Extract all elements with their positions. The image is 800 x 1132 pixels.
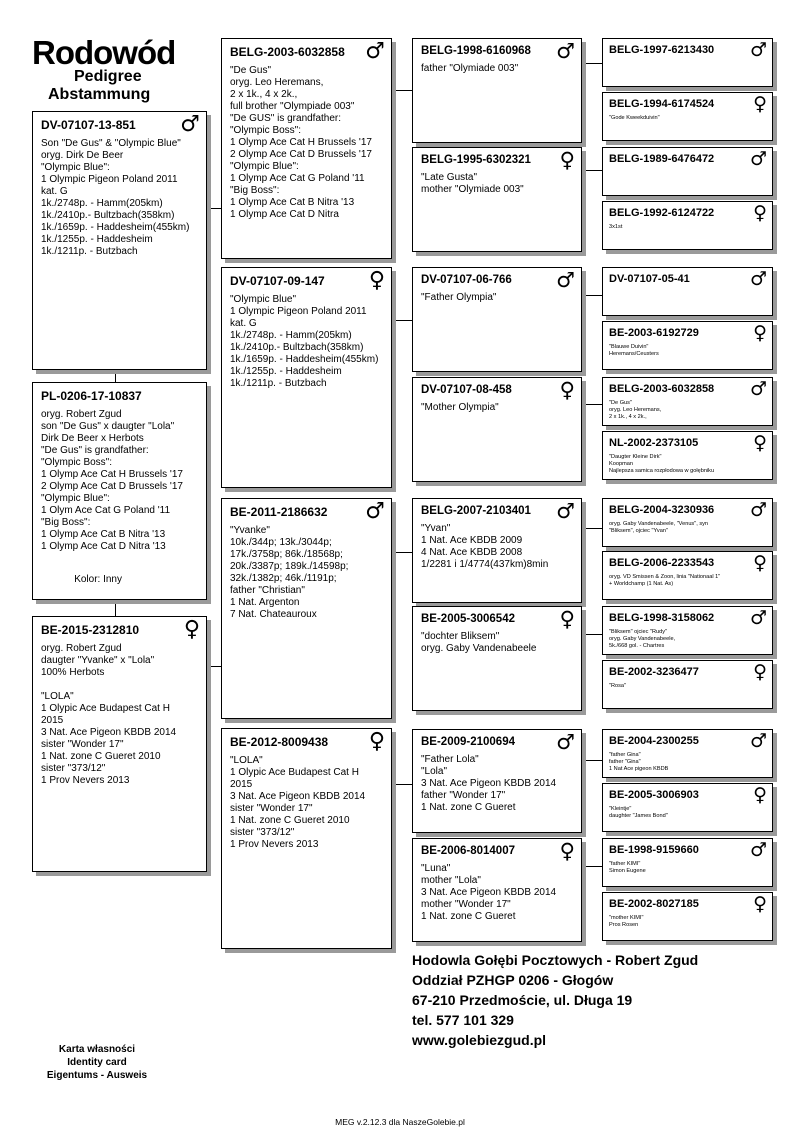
great-grandparent-ring: BE-2005-3006903: [609, 789, 699, 801]
grandparent-details: "Father Olympia": [421, 292, 497, 303]
male-icon: ♂: [180, 112, 200, 137]
grandparent-details: "Late Gusta" mother "Olymiade 003": [421, 172, 524, 195]
grandparent-ring: BELG-2007-2103401: [421, 505, 531, 517]
great-grandparent-card[interactable]: [602, 783, 773, 832]
pigeon-card[interactable]: [32, 111, 207, 370]
grandparent-ring: BE-2009-2100694: [421, 736, 515, 748]
partner-2-details: oryg. Robert Zgud daugter "Yvanke" x "Lola" 100% Herbots "LOLA" 1 Olypic Ace Budapest Cat H 2015 3 Nat. Ace Pigeon KBDB 2014 sister "Wonder 17" 1 Nat. zone C Gueret 2010 sister "373/12" 1 Prov Nevers 2013: [41, 643, 177, 786]
pigeon-details: Son "De Gus" & "Olympic Blue" oryg. Dirk De Beer "Olympic Blue": 1 Olympic Pigeon Poland 2011 kat. G 1k./2748p. - Hamm(205km) 1k./2410p.- Bultzbach(358km) 1k./1659p. - Haddesheim(455km) 1k./1255p. - Haddesheim 1k./1211p. - Butzbach: [41, 138, 190, 257]
parent-ring: DV-07107-09-147: [230, 274, 325, 288]
great-grandparent-card[interactable]: [602, 606, 773, 655]
connector-line: [207, 666, 221, 667]
great-grandparent-details: 3x1st: [609, 224, 623, 230]
color-label: Kolor: Inny: [74, 574, 122, 585]
page-subtitle-pedigree: Pedigree: [74, 68, 142, 85]
partner-card-2[interactable]: [32, 616, 207, 872]
great-grandparent-card[interactable]: [602, 377, 773, 426]
grandparent-ring: BELG-1995-6302321: [421, 154, 531, 166]
connector-line: [207, 208, 221, 209]
parent-ring: BE-2012-8009438: [230, 735, 329, 749]
female-icon: ♀: [753, 661, 767, 683]
page-subtitle-abstammung: Abstammung: [48, 86, 151, 103]
great-grandparent-card[interactable]: [602, 431, 773, 480]
great-grandparent-card[interactable]: [602, 838, 773, 887]
parent-details: "LOLA" 1 Olypic Ace Budapest Cat H 2015 3 Nat. Ace Pigeon KBDB 2014 sister "Wonder 17" 1 Nat. zone C Gueret 2010 sister "373/12" 1 Prov Nevers 2013: [230, 755, 366, 850]
great-grandparent-card[interactable]: [602, 660, 773, 709]
great-grandparent-details: "De Gus" oryg. Leo Heremans, 2 x 1k., 4 x 2k.,: [609, 400, 662, 420]
female-icon: ♀: [368, 729, 385, 754]
male-icon: ♂: [749, 378, 767, 400]
great-grandparent-ring: BELG-2004-3230936: [609, 504, 715, 516]
female-icon: ♀: [559, 607, 575, 631]
connector-line: [392, 90, 412, 91]
great-grandparent-card[interactable]: [602, 267, 773, 316]
great-grandparent-details: "Kleintje" daughter "James Bond": [609, 806, 668, 819]
pigeon-ring: DV-07107-13-851: [41, 118, 136, 132]
great-grandparent-card[interactable]: [602, 38, 773, 87]
female-icon: ♀: [753, 784, 767, 806]
great-grandparent-card[interactable]: [602, 551, 773, 600]
great-grandparent-card[interactable]: [602, 321, 773, 370]
male-icon: ♂: [749, 39, 767, 61]
connector-line: [582, 404, 602, 405]
grandparent-card[interactable]: [412, 38, 582, 143]
owner-website[interactable]: www.golebiezgud.pl: [412, 1032, 547, 1048]
connector-line: [582, 63, 602, 64]
male-icon: ♂: [556, 39, 575, 63]
great-grandparent-ring: BELG-2003-6032858: [609, 383, 715, 395]
owner-name: Hodowla Gołębi Pocztowych - Robert Zgud: [412, 952, 699, 968]
great-grandparent-ring: BELG-1998-3158062: [609, 612, 715, 624]
great-grandparent-ring: NL-2002-2373105: [609, 437, 699, 449]
connector-line: [115, 600, 116, 616]
male-icon: ♂: [749, 607, 767, 629]
parent-ring: BE-2011-2186632: [230, 505, 328, 519]
connector-line: [392, 552, 412, 553]
male-icon: ♂: [365, 499, 385, 524]
card-label-pl: Karta własności: [58, 1044, 136, 1055]
great-grandparent-details: "father Gina" father "Gina" 1 Nat Ace pigeon KBDB: [609, 752, 669, 772]
connector-line: [392, 784, 412, 785]
great-grandparent-card[interactable]: [602, 498, 773, 547]
grandparent-card[interactable]: [412, 498, 582, 603]
parent-card[interactable]: [221, 38, 392, 259]
owner-section: Oddział PZHGP 0206 - Głogów: [412, 972, 614, 988]
great-grandparent-details: "Rosa": [609, 683, 627, 689]
great-grandparent-ring: BELG-1997-6213430: [609, 44, 715, 56]
parent-card[interactable]: [221, 267, 392, 488]
female-icon: ♀: [753, 322, 767, 344]
male-icon: ♂: [749, 148, 767, 170]
male-icon: ♂: [749, 268, 767, 290]
page-title: Rodowód: [32, 34, 176, 71]
partner-1-ring: PL-0206-17-10837: [41, 389, 142, 403]
great-grandparent-ring: BE-2004-2300255: [609, 735, 699, 747]
grandparent-details: "Yvan" 1 Nat. Ace KBDB 2009 4 Nat. Ace KBDB 2008 1/2281 i 1/4774(437km)8min: [421, 523, 549, 570]
grandparent-details: "Luna" mother "Lola" 3 Nat. Ace Pigeon KBDB 2014 mother "Wonder 17" 1 Nat. zone C Gueret: [421, 863, 557, 922]
female-icon: ♀: [368, 268, 385, 293]
great-grandparent-details: "father KIMI" Simon Eugene: [609, 861, 646, 874]
partner-card-1[interactable]: [32, 382, 207, 600]
great-grandparent-card[interactable]: [602, 892, 773, 941]
female-icon: ♀: [559, 839, 575, 863]
connector-line: [582, 634, 602, 635]
great-grandparent-ring: BE-2002-3236477: [609, 666, 699, 678]
grandparent-card[interactable]: [412, 729, 582, 833]
female-icon: ♀: [753, 432, 767, 454]
male-icon: ♂: [556, 730, 575, 754]
grandparent-details: "Father Lola" "Lola" 3 Nat. Ace Pigeon KBDB 2014 father "Wonder 17" 1 Nat. zone C Gueret: [421, 754, 557, 813]
grandparent-ring: DV-07107-06-766: [421, 274, 512, 286]
great-grandparent-ring: BELG-1989-6476472: [609, 153, 715, 165]
card-label-en: Identity card: [67, 1057, 127, 1068]
great-grandparent-ring: BE-1998-9159660: [609, 844, 699, 856]
connector-line: [582, 528, 602, 529]
great-grandparent-details: "Blauwe Duivin" Heremans/Ceusters: [609, 344, 659, 357]
owner-phone: tel. 577 101 329: [412, 1012, 514, 1028]
parent-details: "Olympic Blue" 1 Olympic Pigeon Poland 2011 kat. G 1k./2748p. - Hamm(205km) 1k./2410p.- Bultzbach(358km) 1k./1659p. - Haddesheim(455km) 1k./1255p. - Haddesheim 1k./1211p. - Butzbach: [230, 294, 379, 389]
parent-card[interactable]: [221, 728, 392, 949]
female-icon: ♀: [753, 552, 767, 574]
connector-line: [582, 866, 602, 867]
male-icon: ♂: [749, 730, 767, 752]
grandparent-details: "Mother Olympia": [421, 402, 499, 413]
female-icon: ♀: [183, 617, 200, 642]
female-icon: ♀: [753, 202, 767, 224]
great-grandparent-details: oryg. Gaby Vandenabeele, "Venus", syn "Bliksem", ojciec "Yvan": [609, 521, 709, 534]
grandparent-card[interactable]: [412, 377, 582, 482]
great-grandparent-ring: BELG-1994-6174524: [609, 98, 715, 110]
female-icon: ♀: [559, 378, 575, 402]
male-icon: ♂: [749, 839, 767, 861]
connector-line: [582, 760, 602, 761]
great-grandparent-ring: BELG-2006-2233543: [609, 557, 715, 569]
female-icon: ♀: [753, 93, 767, 115]
male-icon: ♂: [749, 499, 767, 521]
footer-credit: MEG v.2.12.3 dla NaszeGolebie.pl: [335, 1117, 465, 1127]
connector-line: [582, 170, 602, 171]
great-grandparent-card[interactable]: [602, 147, 773, 196]
great-grandparent-details: "mother KIMI" Pros Rosen: [609, 915, 644, 928]
male-icon: ♂: [556, 499, 575, 523]
great-grandparent-details: "Gode Kweekduivin": [609, 115, 660, 121]
grandparent-ring: DV-07107-08-458: [421, 384, 512, 396]
grandparent-ring: BE-2006-8014007: [421, 845, 515, 857]
great-grandparent-ring: BE-2003-6192729: [609, 327, 699, 339]
parent-card[interactable]: [221, 498, 392, 719]
grandparent-ring: BE-2005-3006542: [421, 613, 515, 625]
great-grandparent-ring: DV-07107-05-41: [609, 273, 690, 285]
partner-1-details: oryg. Robert Zgud son "De Gus" x daugter "Lola" Dirk De Beer x Herbots "De Gus" is grandfather: "Olympic Boss": 1 Olymp Ace Cat H Brussels '17 2 Olymp Ace Cat D Brussels '17 "Olympic Blue": 1 Olym Ace Cat G Poland '11 "Big Boss": 1 Olymp Ace Cat B Nitra '13 1 Olymp Ace Cat D Nitra '13: [41, 409, 183, 552]
grandparent-details: father "Olymiade 003": [421, 63, 519, 74]
male-icon: ♂: [556, 268, 575, 292]
card-label-de: Eigentums - Ausweis: [46, 1070, 148, 1081]
parent-details: "Yvanke" 10k./344p; 13k./3044p; 17k./3758p; 86k./18568p; 20k./3387p; 189k./14598p; 32k./1382p; 46k./1191p; father "Christian" 1 Nat. Argenton 7 Nat. Chateauroux: [230, 525, 349, 620]
connector-line: [115, 370, 116, 382]
great-grandparent-card[interactable]: [602, 92, 773, 141]
great-grandparent-details: "Daugter Kleine Dirk" Koopman Najlepsza samica rozpłodowa w gołębniku: [609, 454, 715, 474]
male-icon: ♂: [365, 39, 385, 64]
great-grandparent-card[interactable]: [602, 729, 773, 778]
grandparent-card[interactable]: [412, 838, 582, 942]
great-grandparent-card[interactable]: [602, 201, 773, 250]
great-grandparent-details: "Bliksem" ojciec "Rudy" oryg. Gaby Vandenabeele, 5k./668 gol. - Chartres: [609, 629, 676, 649]
great-grandparent-ring: BELG-1992-6124722: [609, 207, 715, 219]
parent-ring: BELG-2003-6032858: [230, 45, 345, 59]
connector-line: [582, 295, 602, 296]
grandparent-ring: BELG-1998-6160968: [421, 45, 531, 57]
partner-2-ring: BE-2015-2312810: [41, 623, 140, 637]
great-grandparent-details: oryg. VD Smissen & Zoon, linia "Nationaal 1" + Worldchamp (1 Nat. As): [609, 574, 721, 587]
grandparent-card[interactable]: [412, 267, 582, 372]
grandparent-card[interactable]: [412, 147, 582, 252]
female-icon: ♀: [753, 893, 767, 915]
owner-address: 67-210 Przedmoście, ul. Długa 19: [412, 992, 633, 1008]
grandparent-details: "dochter Bliksem" oryg. Gaby Vandenabeele: [421, 631, 537, 654]
parent-details: "De Gus" oryg. Leo Heremans, 2 x 1k., 4 x 2k., full brother "Olympiade 003" "De GUS" is grandfather: "Olympic Boss": 1 Olymp Ace Cat H Brussels '17 2 Olymp Ace Cat D Brussels '17 "Olympic Blue": 1 Olymp Ace Cat G Poland '11 "Big Boss": 1 Olymp Ace Cat B Nitra '13 1 Olymp Ace Cat D Nitra: [230, 65, 372, 220]
grandparent-card[interactable]: [412, 606, 582, 711]
female-icon: ♀: [559, 148, 575, 172]
great-grandparent-ring: BE-2002-8027185: [609, 898, 699, 910]
connector-line: [392, 320, 412, 321]
